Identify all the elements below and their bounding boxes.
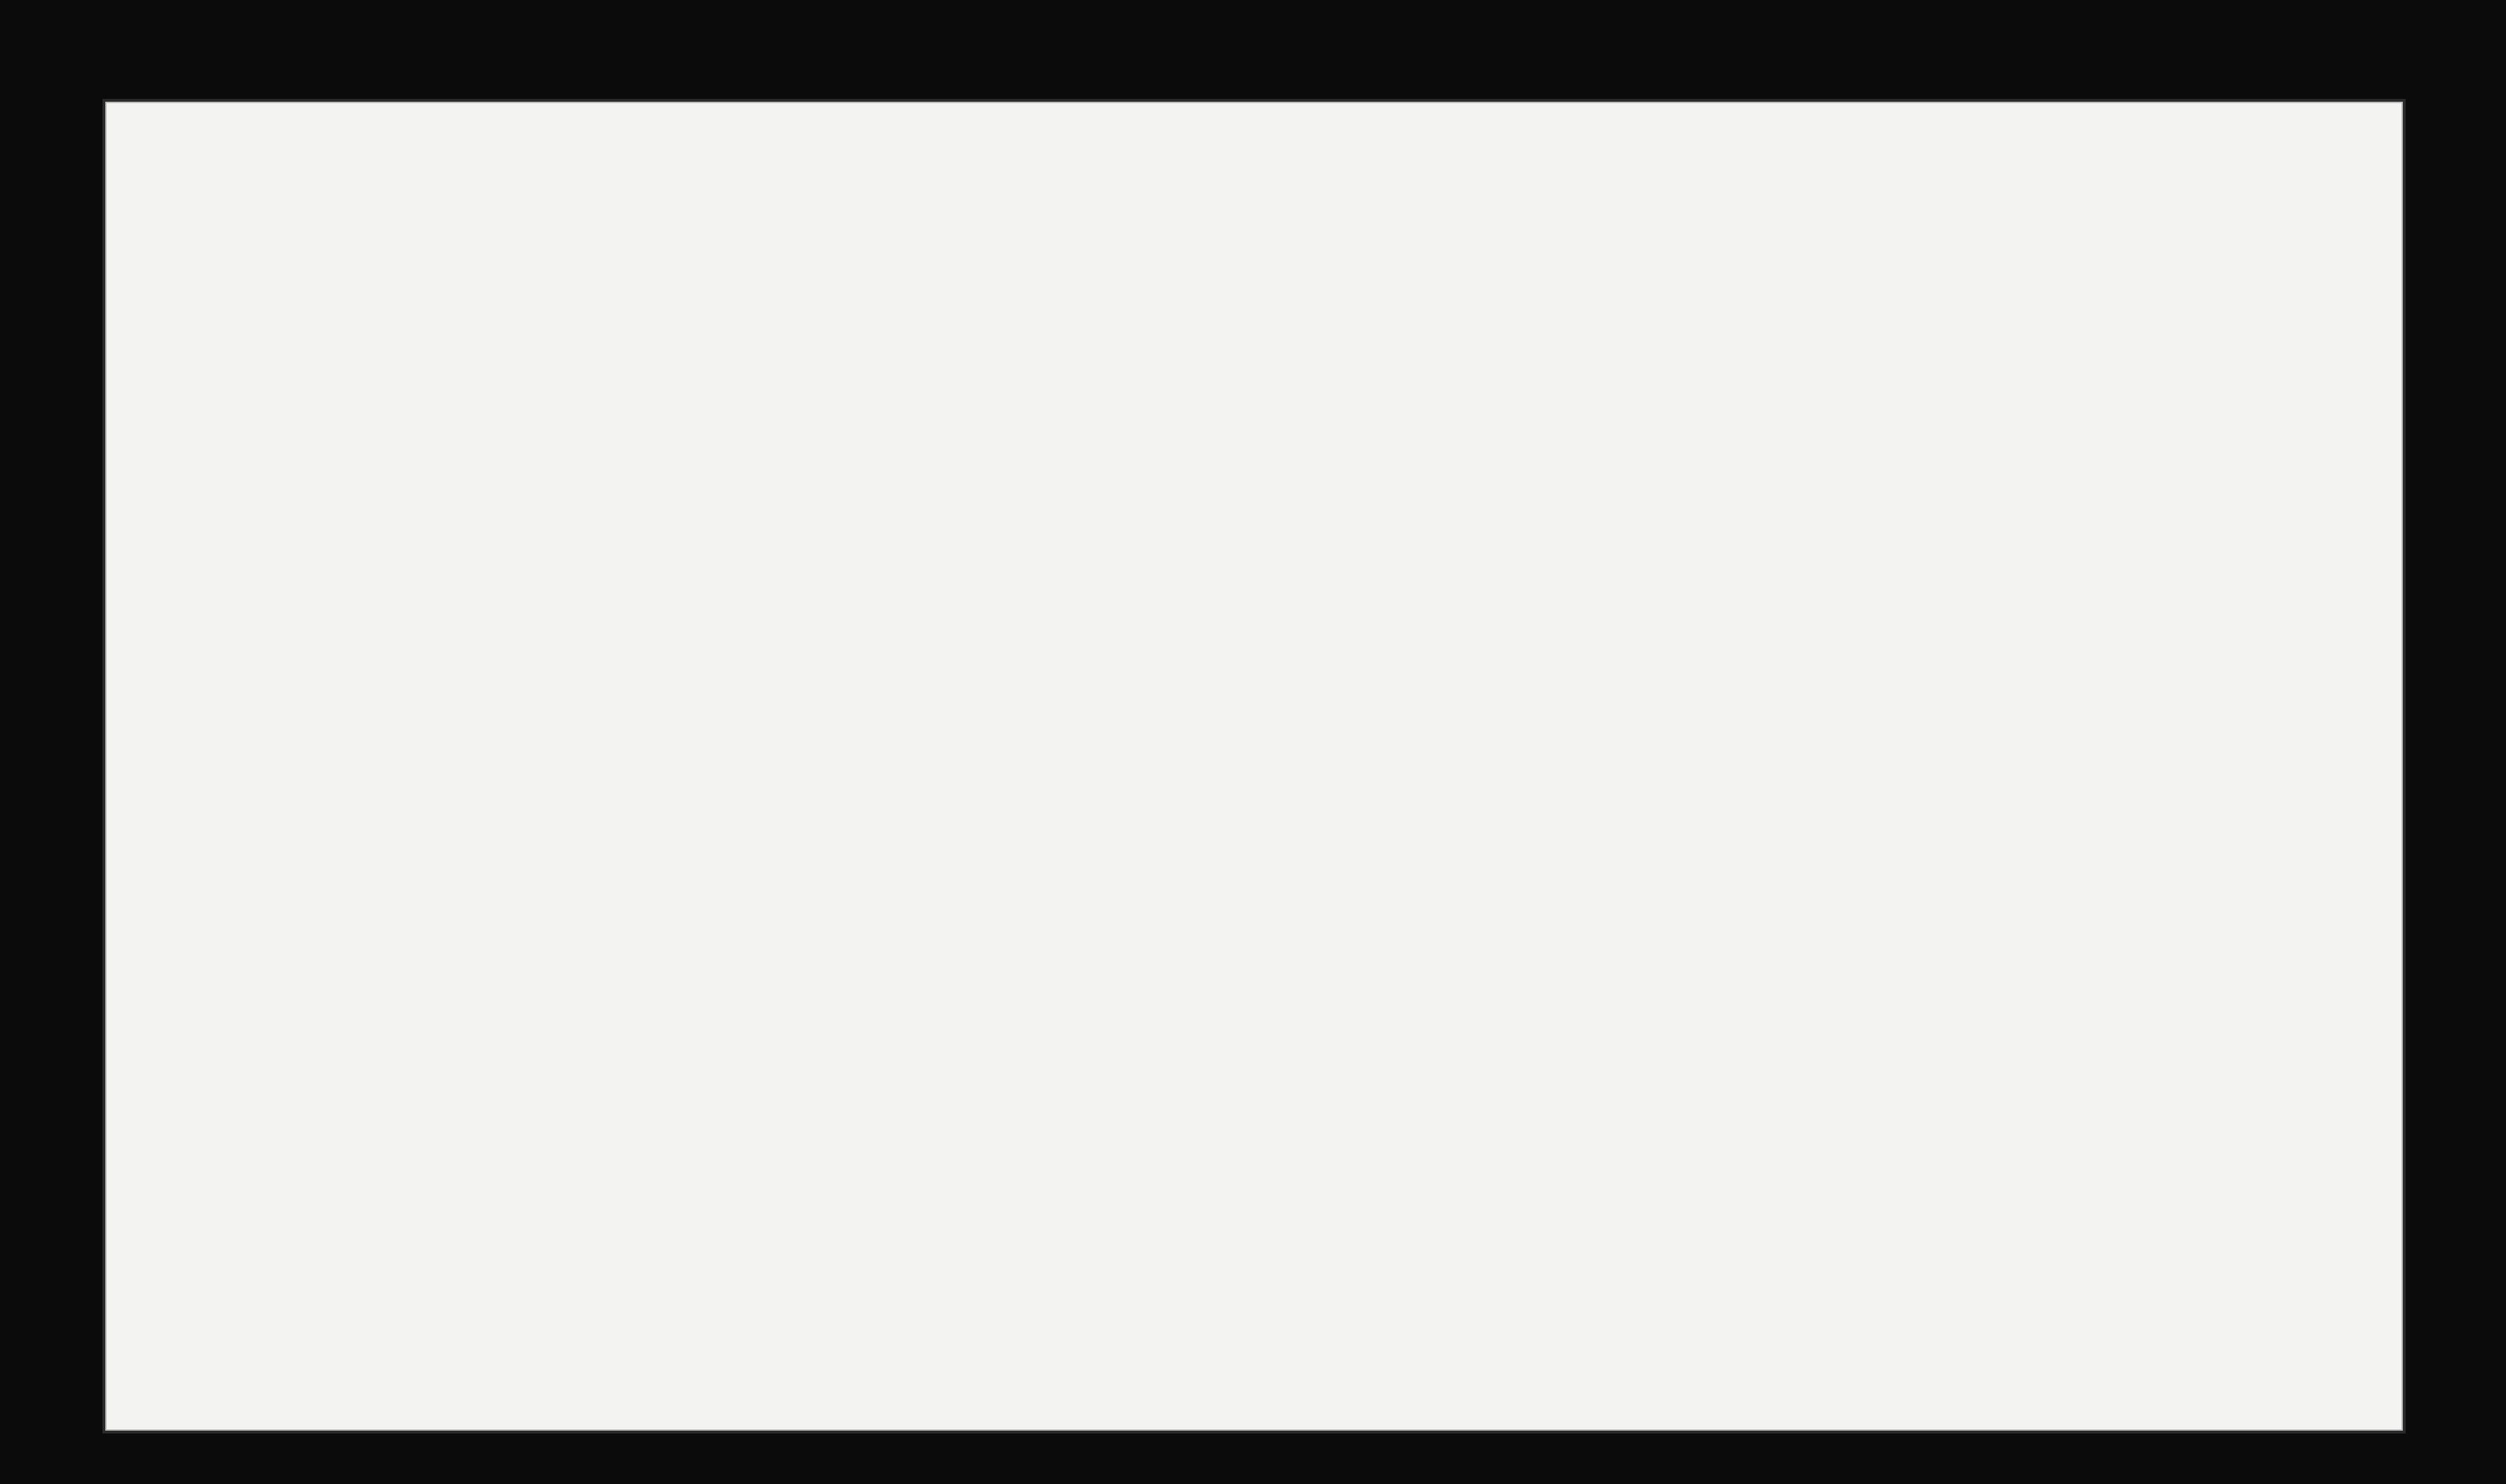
census-card xyxy=(105,102,2403,1431)
